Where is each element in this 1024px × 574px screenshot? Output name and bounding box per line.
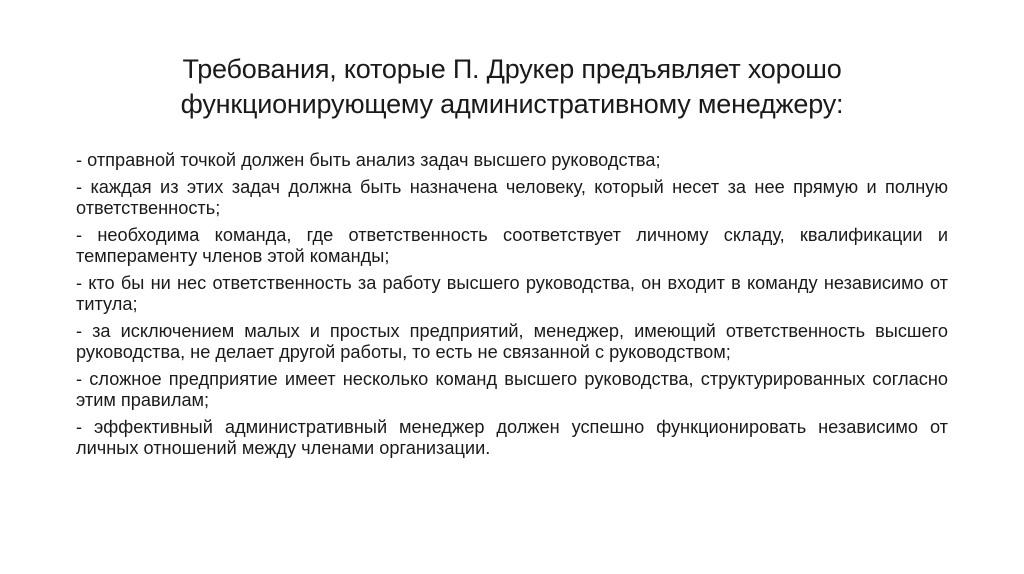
list-item: - сложное предприятие имеет несколько команд высшего руководства, структурированных согласно этим правилам; (76, 369, 948, 410)
list-item: - каждая из этих задач должна быть назначена человеку, который несет за нее прямую и полную ответственность; (76, 177, 948, 218)
list-item: - эффективный административный менеджер должен успешно функционировать независимо от личных отношений между членами организации. (76, 417, 948, 458)
title-line-1: Требования, которые П. Друкер предъявляет хорошо (182, 54, 842, 84)
slide-title (60, 52, 964, 122)
list-item: - кто бы ни нес ответственность за работу высшего руководства, он входит в команду независимо от титула; (76, 273, 948, 314)
list-item: - отправной точкой должен быть анализ задач высшего руководства; (76, 150, 661, 170)
requirements-list (76, 150, 948, 465)
list-item: - за исключением малых и простых предприятий, менеджер, имеющий ответственность высшего руководства, не делает другой работы, то есть не связанной с руководством; (76, 321, 948, 362)
list-item: - необходима команда, где ответственность соответствует личному складу, квалификации и темпераменту членов этой команды; (76, 225, 948, 266)
title-line-2: функционирующему административному менеджеру: (180, 89, 844, 119)
